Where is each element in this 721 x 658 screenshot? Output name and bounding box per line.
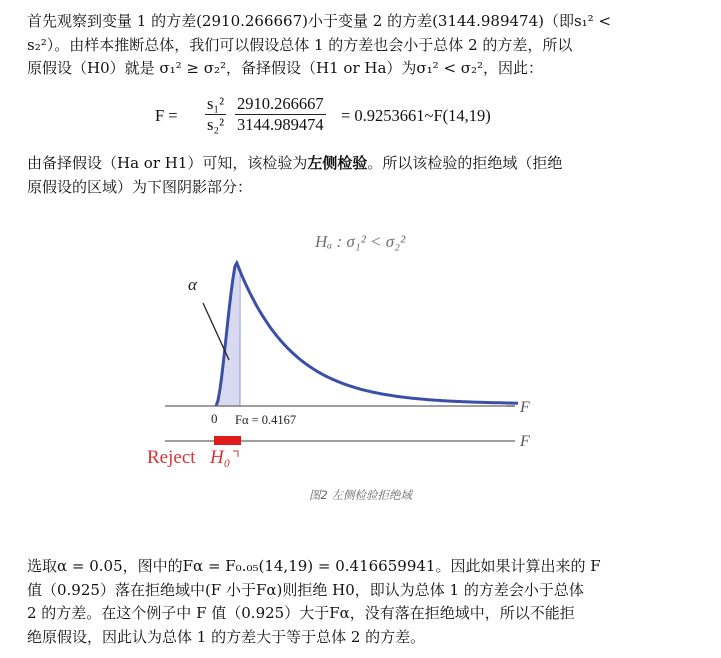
left-tailed-test-term: 左侧检验 (307, 154, 368, 172)
conclusion-line-1: 选取α = 0.05，图中的Fα = F₀.₀₅(14,19) = 0.416659941。因此如果计算出来的 F (27, 557, 601, 575)
f-density-curve (216, 263, 518, 406)
alpha-pointer-line (203, 303, 229, 360)
conclusion-paragraph (27, 555, 707, 649)
conclusion-line-4: 绝原假设，因此认为总体 1 的方差大于等于总体 2 的方差。 (27, 627, 426, 646)
reject-label: Reject (147, 447, 196, 468)
test-type-text-after: 。所以该检验的拒绝域（拒绝 (367, 154, 563, 172)
fraction-numerator-value: 2910.266667 (237, 94, 324, 113)
variance-value-fraction (235, 94, 326, 135)
null-hypothesis-label: H₀ (210, 447, 231, 468)
critical-value-label: Fα = 0.4167 (235, 413, 297, 427)
intro-line-3: 原假设（H0）就是 σ₁² ≥ σ₂²，备择假设（H1 or Ha）为σ₁² < σ₂²，因此： (27, 59, 544, 77)
intro-paragraph (27, 10, 707, 81)
test-type-text-before: 由备择假设（Ha or H1）可知，该检验为 (27, 154, 308, 172)
f-distribution-plot (140, 220, 560, 480)
test-type-line-2: 原假设的区域）为下图阴影部分： (27, 177, 253, 196)
rejection-region-bar (214, 436, 241, 445)
fraction-denominator-value: 3144.989474 (237, 115, 324, 134)
formula-lhs: F = (155, 106, 178, 125)
intro-line-1: 首先观察到变量 1 的方差(2910.266667)小于变量 2 的方差(3144.989474)（即s₁² < (27, 12, 612, 30)
variance-ratio-fraction (205, 94, 226, 135)
fraction-denominator-symbol: s₂² (207, 115, 225, 134)
figure-caption: 图2 左侧检验拒绝域 (309, 488, 412, 502)
conclusion-line-2: 值（0.925）落在拒绝域中(F 小于Fα)则拒绝 H0，即认为总体 1 的方差会小于总体 (27, 580, 584, 599)
fraction-numerator-symbol: s₁² (207, 94, 225, 113)
conclusion-line-3: 2 的方差。在这个例子中 F 值（0.925）大于Fα，没有落在拒绝域中，所以不能拒 (27, 604, 575, 622)
intro-line-2: s₂²）。由样本推断总体，我们可以假设总体 1 的方差也会小于总体 2 的方差，所以 (27, 35, 573, 54)
alternative-hypothesis-label: Hₐ : σ₁² < σ₂² (315, 232, 406, 251)
h0-bracket-mark (233, 451, 238, 457)
test-type-paragraph (27, 152, 707, 199)
lower-axis-label: F (520, 433, 530, 450)
rejection-region-figure (140, 220, 560, 480)
formula-result: = 0.9253661~F(14,19) (341, 106, 491, 125)
alpha-label: α (188, 275, 197, 294)
upper-axis-label: F (520, 399, 530, 416)
zero-tick-label: 0 (211, 411, 218, 426)
test-type-line-1 (27, 152, 707, 176)
